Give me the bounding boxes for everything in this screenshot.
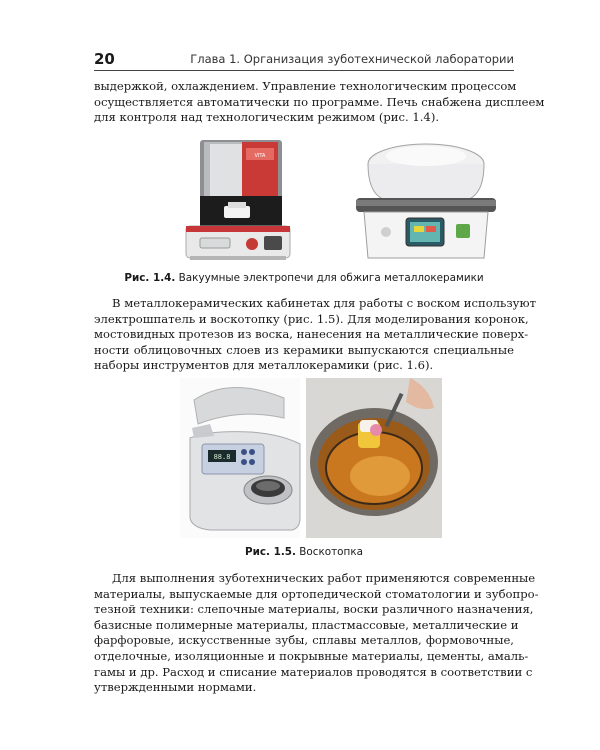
text-line: отделочные, изоляционные и покрывные материалы, цементы, амаль-: [94, 648, 529, 663]
running-title: Глава 1. Организация зуботехнической лаборатории: [190, 52, 514, 66]
figure-label: Рис. 1.5.: [245, 546, 296, 558]
figure-1-4-furnaces-image: [180, 134, 510, 264]
text-line: электрошпатель и воскотопку (рис. 1.5). Для моделирования коронок,: [94, 311, 529, 326]
wax-dipping-photo-illustration: [306, 378, 442, 538]
text-line: мостовидных протезов из воска, нанесения на металлические поверх-: [94, 327, 529, 342]
header-divider: [94, 70, 514, 71]
paragraph-2: [94, 296, 537, 374]
text-line: утвержденными нормами.: [94, 680, 257, 695]
text-line: базисные полимерные материалы, пластмассовые, металлические и: [94, 617, 519, 632]
text-line: ности облицовочных слоев из керамики выпускаются специальные: [94, 342, 514, 357]
text-line: осуществляется автоматически по программе. Печь снабжена дисплеем: [94, 94, 545, 109]
text-line: выдержкой, охлаждением. Управление технологическим процессом: [94, 79, 517, 93]
text-line: для контроля над технологическим режимом (рис. 1.4).: [94, 110, 440, 125]
caption-text: Вакуумные электропечи для обжига металлокерамики: [178, 272, 484, 284]
caption-text: Воскотопка: [299, 546, 363, 558]
wax-heater-display: 88.8: [213, 453, 231, 461]
figure-label: Рис. 1.4.: [124, 272, 176, 284]
paragraph-1: [94, 79, 545, 126]
text-line: Для выполнения зуботехнических работ применяются современные: [112, 571, 536, 585]
page-number: 20: [94, 50, 115, 68]
wax-heater-device-illustration: [180, 378, 300, 538]
furnace-brand: VITA: [254, 153, 266, 159]
figure-1-5-wax-heater-image: [180, 378, 442, 540]
text-line: В металлокерамических кабинетах для работы с воском используют: [112, 296, 537, 310]
text-line: гамы и др. Расход и списание материалов проводятся в соответствии с: [94, 664, 533, 679]
vacuum-furnace-left-illustration: [186, 140, 290, 260]
text-line: тезной техники: слепочные материалы, воски различного назначения,: [94, 602, 534, 617]
figure-1-4-caption: [94, 272, 514, 284]
text-line: наборы инструментов для металлокерамики (рис. 1.6).: [94, 358, 434, 373]
paragraph-3: [94, 571, 539, 696]
text-line: фарфоровые, искусственные зубы, сплавы металлов, формовочные,: [94, 633, 514, 648]
vacuum-furnace-right-illustration: [356, 144, 496, 258]
figure-1-5-caption: [94, 546, 514, 558]
text-line: материалы, выпускаемые для ортопедической стоматологии и зубопро-: [94, 586, 539, 601]
